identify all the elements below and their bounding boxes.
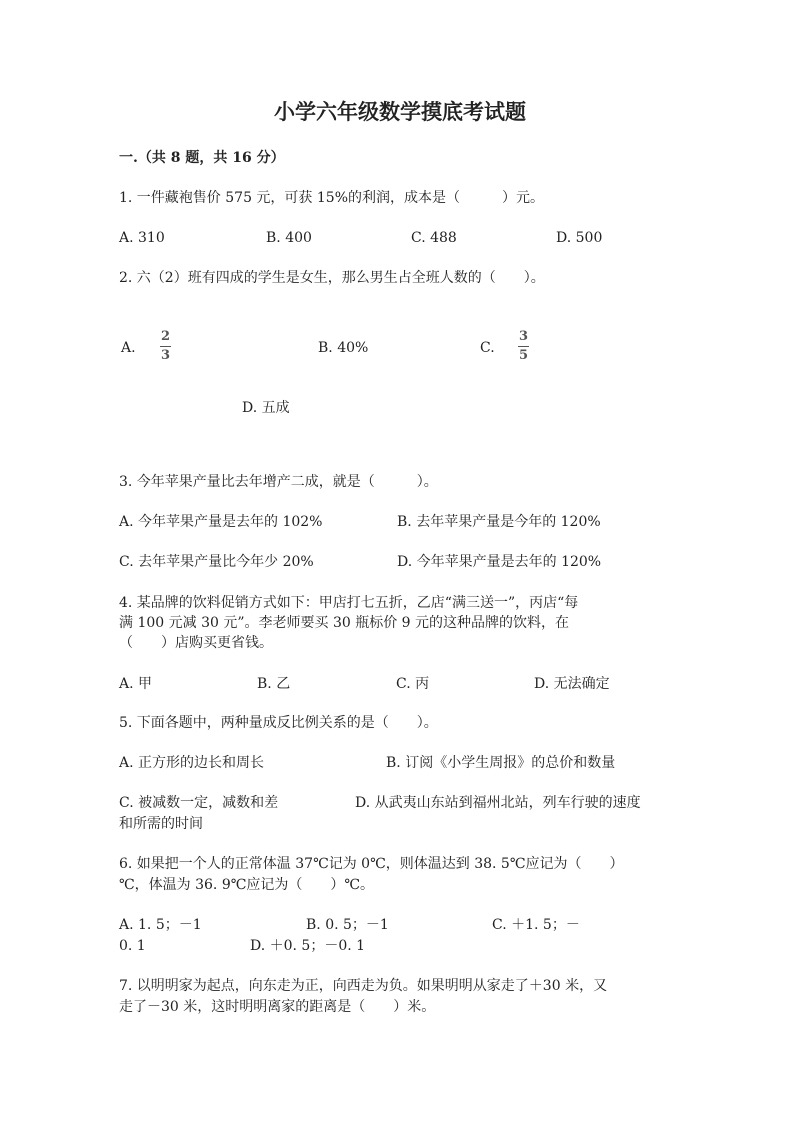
q6-option-c: C. ＋1. 5；－ <box>492 917 580 933</box>
q2-option-b: B. 40% <box>318 340 369 356</box>
q4-option-b: B. 乙 <box>257 676 291 692</box>
q2-option-c-label: C. <box>480 340 495 356</box>
q5-option-b: B. 订阅《小学生周报》的总价和数量 <box>386 755 616 771</box>
q2-option-a-label: A. <box>121 340 136 356</box>
q1-option-d: D. 500 <box>556 230 603 246</box>
question-5-stem: 5. 下面各题中，两种量成反比例关系的是（ ）。 <box>119 715 438 731</box>
fraction-numerator: 2 <box>160 329 171 344</box>
fraction-bar <box>518 346 529 347</box>
question-3-stem: 3. 今年苹果产量比去年增产二成，就是（ ）。 <box>119 474 438 490</box>
q3-option-b: B. 去年苹果产量是今年的 120% <box>397 514 601 530</box>
fraction-denominator: 3 <box>160 348 171 363</box>
q6-option-a: A. 1. 5；－1 <box>119 917 202 933</box>
q1-option-b: B. 400 <box>266 230 312 246</box>
question-4-line-2: 满 100 元减 30 元”。李老师要买 30 瓶标价 9 元的这种品牌的饮料，在 <box>119 615 570 631</box>
section-heading: 一.（共 8 题，共 16 分） <box>119 150 285 166</box>
q5-option-d-line-2: 和所需的时间 <box>119 816 203 832</box>
q6-option-b: B. 0. 5；－1 <box>306 917 389 933</box>
q3-option-a: A. 今年苹果产量是去年的 102% <box>119 514 323 530</box>
question-1-stem: 1. 一件藏袍售价 575 元，可获 15%的利润，成本是（ ）元。 <box>119 190 544 206</box>
q2-option-c-fraction <box>518 330 529 363</box>
question-6-line-1: 6. 如果把一个人的正常体温 37℃记为 0℃，则体温达到 38. 5℃应记为（ ） <box>119 856 624 872</box>
q1-option-c: C. 488 <box>411 230 457 246</box>
q5-option-c: C. 被减数一定，减数和差 <box>119 795 279 811</box>
fraction-bar <box>160 346 171 347</box>
q2-option-d: D. 五成 <box>242 400 290 416</box>
question-4-line-3: （ ）店购买更省钱。 <box>119 635 273 651</box>
fraction-numerator: 3 <box>518 329 529 344</box>
q5-option-a: A. 正方形的边长和周长 <box>119 755 265 771</box>
page-title: 小学六年级数学摸底考试题 <box>274 99 526 124</box>
q4-option-c: C. 丙 <box>396 676 430 692</box>
q6-option-d: D. ＋0. 5；－0. 1 <box>250 938 366 954</box>
q5-option-d-line-1: D. 从武夷山东站到福州北站，列车行驶的速度 <box>355 795 641 811</box>
q1-option-a: A. 310 <box>119 230 165 246</box>
q4-option-d: D. 无法确定 <box>534 676 610 692</box>
question-7-line-2: 走了－30 米，这时明明离家的距离是（ ）米。 <box>119 999 436 1015</box>
q6-option-c-continued: 0. 1 <box>119 938 146 954</box>
question-7-line-1: 7. 以明明家为起点，向东走为正，向西走为负。如果明明从家走了＋30 米，又 <box>119 978 608 994</box>
q3-option-c: C. 去年苹果产量比今年少 20% <box>119 554 314 570</box>
question-6-line-2: ℃，体温为 36. 9℃应记为（ ）℃。 <box>119 877 375 893</box>
q4-option-a: A. 甲 <box>119 676 153 692</box>
q3-option-d: D. 今年苹果产量是去年的 120% <box>397 554 602 570</box>
question-2-stem: 2. 六（2）班有四成的学生是女生，那么男生占全班人数的（ ）。 <box>119 270 545 286</box>
question-4-line-1: 4. 某品牌的饮料促销方式如下：甲店打七五折，乙店“满三送一”，丙店“每 <box>119 595 579 611</box>
fraction-denominator: 5 <box>518 348 529 363</box>
q2-option-a-fraction <box>160 330 171 363</box>
